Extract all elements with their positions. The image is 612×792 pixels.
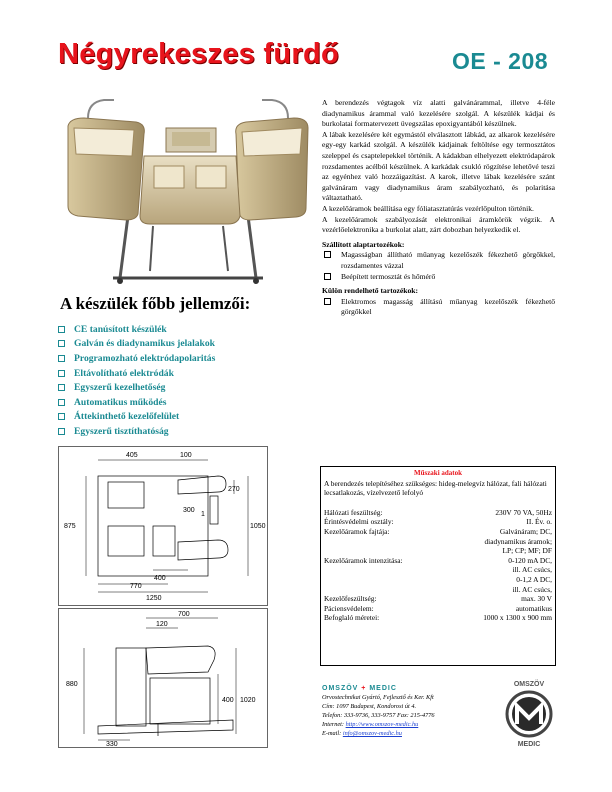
feature-item bbox=[58, 410, 215, 425]
specs-row bbox=[324, 527, 552, 556]
product-photo bbox=[58, 96, 310, 286]
brand-plus: + bbox=[361, 685, 367, 692]
spec-value-line: ill. AC csúcs, bbox=[512, 584, 552, 594]
email-link[interactable]: info@omszov-medic.hu bbox=[342, 730, 402, 737]
specs-title: Műszaki adatok bbox=[413, 469, 463, 477]
dim-label: 405 bbox=[126, 452, 138, 459]
spec-label: Kezelőfeszültség: bbox=[324, 594, 377, 604]
optional-list bbox=[322, 297, 555, 318]
feature-item bbox=[58, 395, 215, 410]
spec-value: II. Év. o. bbox=[526, 517, 552, 527]
square-bullet-icon bbox=[58, 399, 65, 406]
brand-part: OMSZÖV bbox=[322, 685, 359, 692]
feature-item bbox=[58, 424, 215, 439]
description-paragraph: A kezelőáramok beállítása egy fóliatasztatúrás vezérlőpulton történik. bbox=[322, 203, 534, 213]
specs-row bbox=[324, 613, 552, 623]
checkbox-bullet-icon bbox=[324, 273, 331, 280]
feature-item bbox=[58, 337, 215, 352]
top-view-drawing bbox=[58, 446, 268, 606]
optional-item: Elektromos magasság állítású műanyag kezelőszék fékezhető görgőkkel bbox=[341, 296, 555, 317]
features-heading: A készülék főbb jellemzői: bbox=[60, 294, 251, 313]
email-line bbox=[322, 729, 502, 738]
specs-row bbox=[324, 604, 552, 614]
dim-label: 880 bbox=[66, 681, 78, 688]
svg-text:MEDIC: MEDIC bbox=[517, 741, 541, 748]
spec-value bbox=[484, 527, 552, 556]
feature-item bbox=[58, 351, 215, 366]
spec-label: Érintésvédelmi osztály: bbox=[324, 517, 394, 527]
spec-value bbox=[508, 556, 552, 594]
spec-value-line: 0-1,2 A DC, bbox=[516, 574, 552, 584]
dim-label: 330 bbox=[106, 741, 118, 748]
internet-line bbox=[322, 720, 502, 729]
dim-label: 400 bbox=[222, 697, 234, 704]
specs-row bbox=[324, 508, 552, 518]
svg-text:OMSZÖV: OMSZÖV bbox=[513, 681, 545, 688]
supplied-heading: Szállított alaptartozékok: bbox=[322, 239, 405, 249]
description-paragraph: A lábak kezelésére két egymástól elválasztott lábkád, az alkarok kezelésére egy-egy karkád szolgál. A készülék kádjainak feltöltése egy termosztátos szeleppel és csaptelepekkel történik. A kádakban elhelyezett elektródapárok rozsdamentes acélból készülnek. A karkádak csukló rögzítése lehetővé teszi az egyénhez való hozzáigazítást. A karok, illetve lábak kezelésére szánt galvánáram vagy diadynamikus áram szabályozható, és polaritása váltaztatható. bbox=[322, 129, 555, 203]
description-paragraph: A kezelőáramok szabályozását elektronikai áramkörök végzik. A vezérlőelektronika a burkolat alatt, zárt dobozban helyezkedik el. bbox=[322, 214, 555, 235]
square-bullet-icon bbox=[58, 370, 65, 377]
specs-row bbox=[324, 556, 552, 594]
spec-value: max. 30 V bbox=[521, 594, 552, 604]
brand-name bbox=[322, 684, 502, 693]
feature-label: Áttekinthető kezelőfelület bbox=[74, 411, 180, 423]
specs-row bbox=[324, 594, 552, 604]
square-bullet-icon bbox=[58, 428, 65, 435]
spec-value: automatikus bbox=[515, 603, 552, 613]
list-item bbox=[322, 297, 555, 318]
dim-label: 270 bbox=[228, 486, 240, 493]
dim-label: 700 bbox=[178, 611, 190, 618]
list-item bbox=[322, 250, 555, 271]
dim-label: 770 bbox=[130, 583, 142, 590]
page-title: Négyrekeszes fürdő bbox=[58, 38, 340, 70]
feature-item bbox=[58, 380, 215, 395]
dim-label: 875 bbox=[64, 523, 76, 530]
spec-value-line: 0-120 mA DC, bbox=[508, 555, 552, 565]
spec-label: Kezelőáramok intenzitása: bbox=[324, 555, 403, 565]
address: Cím: 1097 Budapest, Kondorosi út 4. bbox=[322, 703, 417, 710]
dim-label: 1020 bbox=[240, 697, 256, 704]
side-view-drawing bbox=[58, 608, 268, 748]
feature-item bbox=[58, 322, 215, 337]
dim-label: 100 bbox=[180, 452, 192, 459]
dim-label: 1 bbox=[201, 511, 205, 518]
internet-label: Internet: bbox=[322, 721, 345, 728]
email-label: E-mail: bbox=[322, 730, 342, 737]
spec-label: Páciensvédelem: bbox=[324, 603, 374, 613]
square-bullet-icon bbox=[58, 384, 65, 391]
feature-label: Galván és diadynamikus jelalakok bbox=[74, 338, 216, 350]
square-bullet-icon bbox=[58, 326, 65, 333]
list-item bbox=[322, 272, 555, 283]
dim-label: 300 bbox=[183, 507, 195, 514]
website-link[interactable]: http://www.omszov-medic.hu bbox=[345, 721, 419, 728]
square-bullet-icon bbox=[58, 413, 65, 420]
checkbox-bullet-icon bbox=[324, 251, 331, 258]
spec-value: 230V 70 VA, 50Hz bbox=[495, 507, 552, 517]
dim-label: 400 bbox=[154, 575, 166, 582]
optional-heading: Külön rendelhető tartozékok: bbox=[322, 286, 419, 296]
description-paragraph: A berendezés végtagok víz alatti galvánárammal, illetve 4-féle diadynamikus árammal való kezelésére szolgál. A készülék kádjai és burkolatai formatervezett üvegszálas epoxigyantából készülnek. bbox=[322, 98, 555, 129]
spec-value-line: diadynamikus áramok; bbox=[484, 536, 552, 546]
supplied-item: Magasságban állítható műanyag kezelőszék fékezhető görgőkkel, rozsdamentes vázzal bbox=[341, 250, 555, 270]
dim-label: 1250 bbox=[146, 595, 162, 602]
square-bullet-icon bbox=[58, 355, 65, 362]
feature-label: Automatikus működés bbox=[74, 396, 167, 408]
contact-block bbox=[322, 684, 502, 738]
supplied-list bbox=[322, 250, 555, 282]
feature-label: Egyszerű tisztíthatóság bbox=[74, 425, 169, 437]
dim-label: 1050 bbox=[250, 523, 266, 530]
features-list bbox=[58, 322, 215, 439]
square-bullet-icon bbox=[58, 340, 65, 347]
feature-label: Programozható elektródapolaritás bbox=[74, 352, 216, 364]
omszov-medic-logo bbox=[500, 678, 558, 748]
spec-value-line: Galvánáram; DC, bbox=[499, 526, 552, 536]
feature-label: CE tanúsított készülék bbox=[74, 323, 167, 335]
specs-row bbox=[324, 517, 552, 527]
spec-label: Hálózati feszültség: bbox=[324, 507, 383, 517]
model-code: OE - 208 bbox=[452, 48, 549, 74]
spec-value: 1000 x 1300 x 900 mm bbox=[483, 613, 552, 623]
supplied-item: Beépített termosztát és hőmérő bbox=[341, 271, 436, 281]
specs-table bbox=[320, 466, 556, 666]
brand-part: MEDIC bbox=[369, 685, 397, 692]
description bbox=[322, 98, 555, 318]
spec-label: Befoglaló méretei: bbox=[324, 613, 380, 623]
specs-intro: A berendezés telepítéséhez szükséges: hideg-melegvíz hálózat, fali hálózati lecsatlakozás, vízelvezető lefolyó bbox=[324, 478, 547, 498]
spec-label: Kezelőáramok fajtája: bbox=[324, 526, 390, 536]
phone: Telefon: 333-9736, 333-9757 Fax: 215-4776 bbox=[322, 712, 435, 719]
feature-label: Egyszerű kezelhetőség bbox=[74, 382, 166, 394]
feature-label: Eltávolítható elektródák bbox=[74, 367, 174, 379]
feature-item bbox=[58, 366, 215, 381]
spec-value-line: ill. AC csúcs, bbox=[512, 565, 552, 575]
checkbox-bullet-icon bbox=[324, 298, 331, 305]
company-name: Orvostechnikai Gyártó, Fejlesztő és Ker. Kft bbox=[322, 694, 434, 701]
dim-label: 120 bbox=[156, 621, 168, 628]
spec-value-line: LP; CP; MF; DF bbox=[502, 546, 552, 556]
